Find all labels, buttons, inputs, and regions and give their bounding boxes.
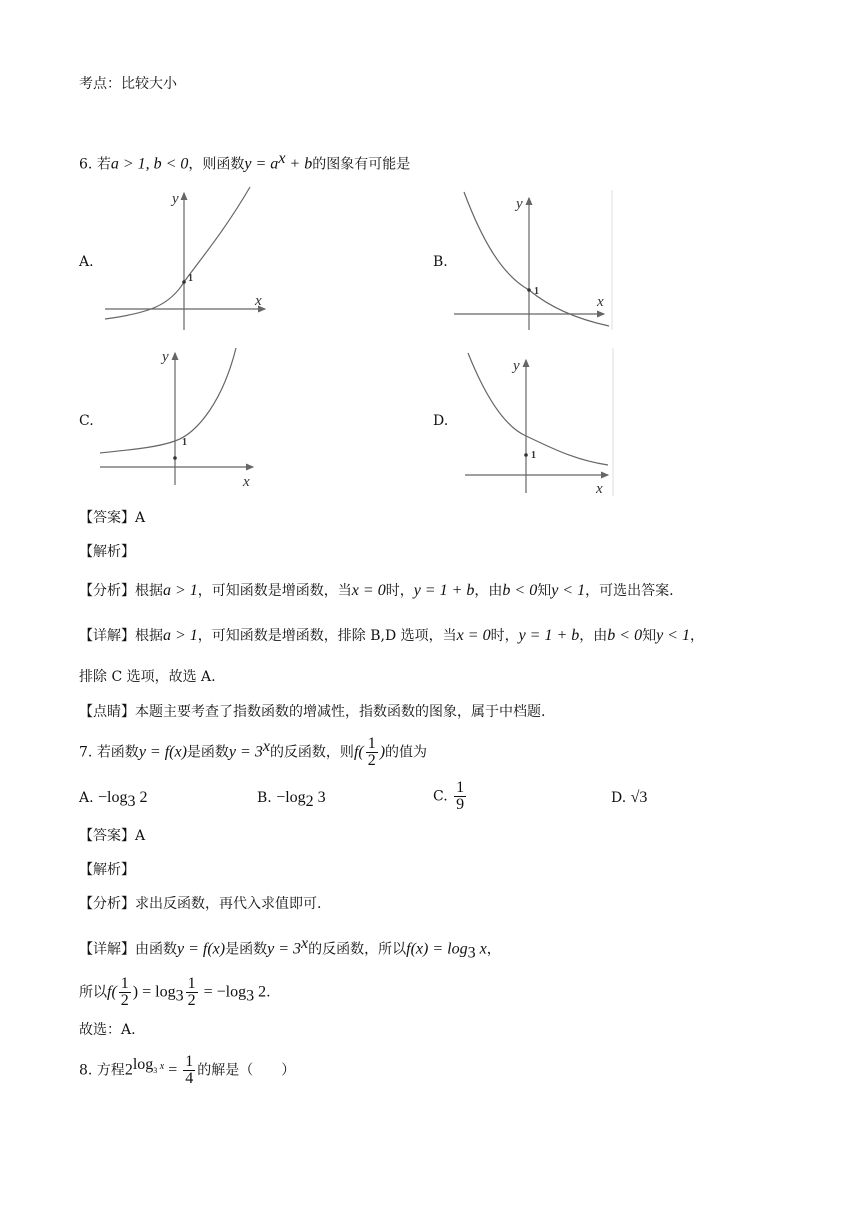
q6-xiangjie-line2: 排除 C 选项，故选 A. [79,669,216,685]
q6-option-c-label: C. [79,413,94,429]
curve [464,192,609,326]
q7-fenxi: 【分析】求出反函数，再代入求值即可. [79,896,322,912]
q6-analysis-title: 【解析】 [79,544,135,560]
point-1 [527,288,531,292]
q7-option-b: B. $-\log_2$ 3 [257,789,326,810]
q7-option-c: C. $\frac{1}{9}$ [433,779,465,813]
point-1 [524,453,528,457]
q7-suoyi: 所以f( $\frac{1}{2}$ ) = $\log_3$ $\frac{1}{2}$ = $-\log_3$ 2. [79,975,271,1009]
q6-fenxi: 【分析】根据a > 1，可知函数是增函数，当x = 0时，y = 1 + b，由b < 0知y < 1，可选出答案. [79,582,674,599]
svg-text:y: y [162,349,169,365]
point-1 [173,456,177,460]
svg-text:x: x [243,474,250,490]
q7-guxuan: 故选：A. [79,1022,136,1038]
curve [468,353,608,465]
q6-stem: 6. 若a > 1, b < 0，则函数$y = a^x + b$的图象有可能是 [79,150,411,173]
q6-graph-b [452,190,617,335]
q6-answer: 【答案】A [79,510,146,526]
q7-answer: 【答案】A [79,828,146,844]
svg-text:y: y [516,196,523,212]
q7-analysis-title: 【解析】 [79,862,135,878]
svg-text:1: 1 [182,437,187,448]
q6-graph-d [463,348,618,498]
q6-graph-c [98,345,268,495]
q7-xiangjie: 【详解】由函数y = f(x)是函数$y = 3^x$的反函数，所以$f(x) = \log_3 x$， [79,935,501,962]
svg-text:y: y [172,191,179,207]
kaodian-line: 考点：比较大小 [79,76,177,92]
q6-option-d-label: D. [433,413,449,429]
q8-stem: 8. 方程$2^{log_3 x}$ = $\frac{1}{4}$ 的解是（ ） [79,1053,296,1087]
q7-option-a: A. $-\log_3$ 2 [79,789,148,810]
point-1 [182,280,186,284]
svg-text:y: y [513,358,520,374]
q6-dianjing: 【点睛】本题主要考查了指数函数的增减性，指数函数的图象，属于中档题. [79,704,546,720]
svg-text:x: x [596,481,603,497]
svg-text:x: x [255,293,262,309]
svg-text:x: x [597,294,604,310]
svg-text:1: 1 [188,273,193,284]
q6-option-b-label: B. [433,254,448,270]
svg-text:1: 1 [531,450,536,461]
svg-text:1: 1 [534,286,539,297]
q6-xiangjie: 【详解】根据a > 1，可知函数是增函数，排除 B,D 选项，当x = 0时，y = 1 + b，由b < 0知y < 1， [79,627,704,644]
q7-option-d: D. √3 [611,789,648,806]
q6-option-a-label: A. [79,254,94,270]
q6-graph-a [100,185,275,335]
q7-stem: 7. 若函数y = f(x)是函数$y = 3^x$的反函数，则f( $\frac{1}{2}$ )的值为 [79,735,428,769]
